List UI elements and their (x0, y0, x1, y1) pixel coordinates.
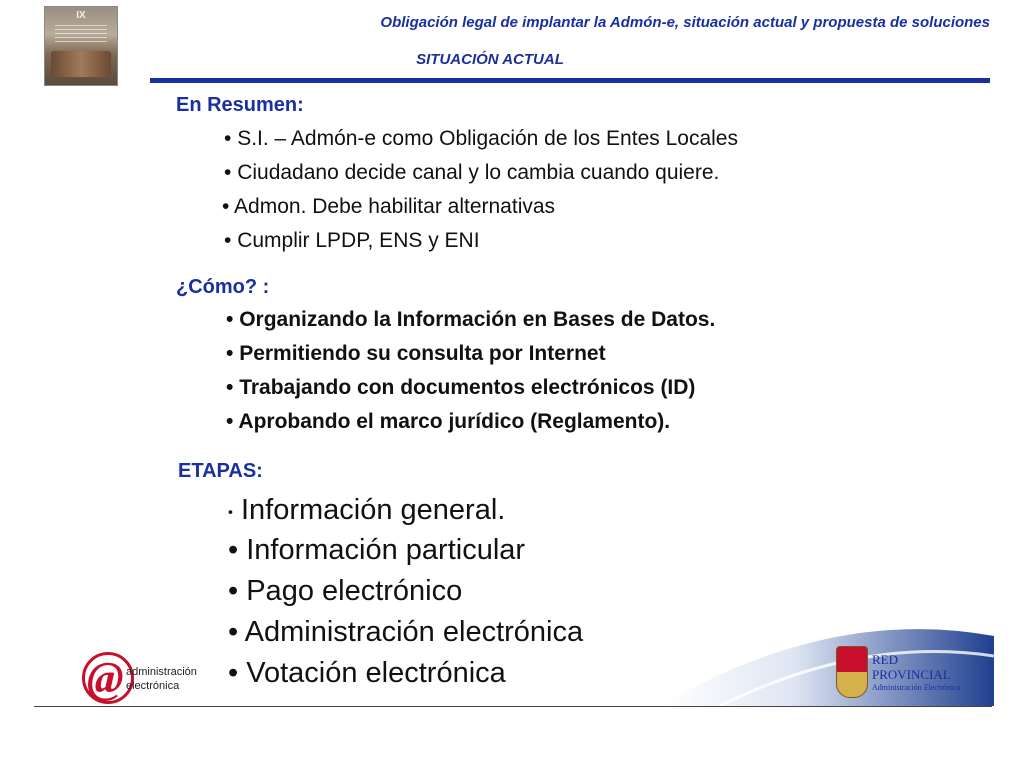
cover-text-lines (55, 25, 107, 45)
summary-item: • S.I. – Admón-e como Obligación de los Entes Locales (224, 127, 738, 150)
stages-item: • Votación electrónica (228, 657, 506, 689)
at-symbol-icon: @ (87, 653, 124, 702)
cover-roman-numeral: IX (76, 10, 86, 21)
logo-right-line1: RED (872, 652, 898, 667)
red-provincial-logo (836, 646, 996, 700)
header-divider (150, 78, 990, 83)
page-subtitle: SITUACIÓN ACTUAL (416, 51, 564, 68)
stages-item: • Información general. (228, 494, 506, 526)
administracion-electronica-logo (82, 652, 216, 708)
how-item: • Organizando la Información en Bases de Datos. (226, 308, 716, 331)
how-item: • Trabajando con documentos electrónicos (ID) (226, 376, 696, 399)
cover-photo (51, 51, 111, 77)
logo-left-line2: electrónica (126, 680, 180, 692)
stages-item: • Administración electrónica (228, 616, 584, 648)
how-item: • Permitiendo su consulta por Internet (226, 342, 606, 365)
stages-item: • Pago electrónico (228, 575, 463, 607)
how-item: • Aprobando el marco jurídico (Reglamento). (226, 410, 671, 433)
footer-divider (34, 706, 992, 707)
logo-right-line3: Administración Electrónica (872, 683, 961, 692)
coat-of-arms-icon (836, 646, 868, 698)
summary-heading: En Resumen: (176, 94, 304, 116)
logo-left-line1: administración (126, 666, 197, 678)
stages-item: • Información particular (228, 534, 526, 566)
page-title: Obligación legal de implantar la Admón-e, situación actual y propuesta de soluciones (380, 14, 990, 31)
summary-item: • Ciudadano decide canal y lo cambia cuando quiere. (224, 161, 720, 184)
how-heading: ¿Cómo? : (176, 276, 270, 298)
conference-cover-image (44, 6, 118, 86)
stages-heading: ETAPAS: (178, 460, 263, 482)
summary-item: • Cumplir LPDP, ENS y ENI (224, 229, 480, 252)
summary-item: • Admon. Debe habilitar alternativas (222, 195, 556, 218)
logo-right-line2: PROVINCIAL (872, 667, 951, 682)
